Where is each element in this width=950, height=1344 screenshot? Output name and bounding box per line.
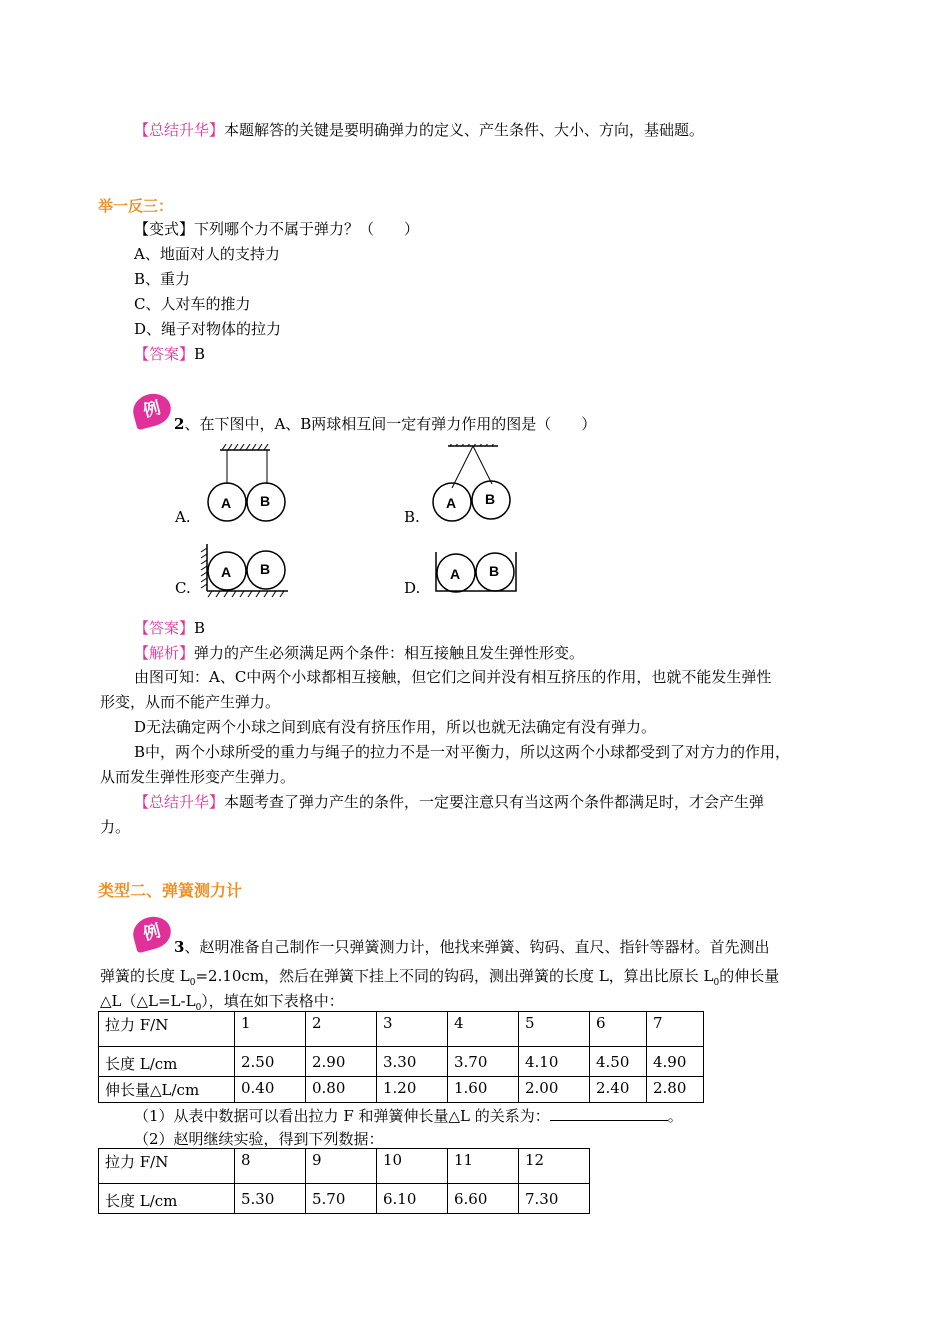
figure-label-c: C. <box>175 579 191 597</box>
summary-line <box>134 118 894 143</box>
table-cell: 4.10 <box>519 1047 590 1077</box>
table-cell: 4 <box>448 1012 519 1047</box>
variant-line <box>134 217 894 242</box>
table-cell: 6 <box>590 1012 647 1047</box>
practice-answer-line <box>134 342 894 367</box>
intro-text: ），填在如下表格中： <box>201 992 344 1010</box>
question-2: （2）赵明继续实验，得到下列数据： <box>134 1130 384 1148</box>
ball-a-label: A <box>221 495 232 511</box>
option-b: B、重力 <box>134 270 191 288</box>
figure-b <box>433 444 510 521</box>
table-cell: 8 <box>235 1149 306 1184</box>
subscript: 0 <box>195 1003 202 1013</box>
table-cell: 12 <box>519 1149 590 1184</box>
table-cell: 7.30 <box>519 1184 590 1214</box>
row-label: 伸长量△L/cm <box>99 1077 235 1103</box>
example3-number: 3 <box>174 938 185 956</box>
example-badge: 例 <box>130 913 175 954</box>
figure-label-a: A. <box>175 508 191 526</box>
answer-tag: 【答案】 <box>134 345 195 363</box>
question-text: （1）从表中数据可以看出拉力 F 和弹簧伸长量△L 的关系为： <box>134 1107 550 1125</box>
answer-value: B <box>194 345 206 363</box>
ball-a-label: A <box>446 495 457 511</box>
table-cell: 10 <box>377 1149 448 1184</box>
answer-blank[interactable] <box>550 1106 668 1121</box>
ball-a-label: A <box>450 566 461 582</box>
table-cell: 2.90 <box>306 1047 377 1077</box>
paragraph: 形变，从而不能产生弹力。 <box>100 693 281 711</box>
ball-b-label: B <box>485 491 496 507</box>
example2-answer-line <box>134 616 894 641</box>
example-badge: 例 <box>130 390 175 431</box>
question-text: 。 <box>667 1107 683 1125</box>
table-cell: 6.60 <box>448 1184 519 1214</box>
table-cell: 3 <box>377 1012 448 1047</box>
figure-c <box>201 544 288 597</box>
paragraph: B中，两个小球所受的重力与绳子的拉力不是一对平衡力，所以这两个小球都受到了对方力的作用， <box>134 743 791 761</box>
row-label: 拉力 F/N <box>99 1149 235 1184</box>
table-cell: 2.80 <box>647 1077 704 1103</box>
variant-tag: 【变式】 <box>134 220 195 238</box>
paragraph: 力。 <box>100 818 131 836</box>
ball-b-label: B <box>260 561 271 577</box>
table-cell: 9 <box>306 1149 377 1184</box>
figure-label-b: B. <box>404 508 420 526</box>
table-cell: 3.30 <box>377 1047 448 1077</box>
data-table-2 <box>98 1148 590 1214</box>
analysis-tag: 【解析】 <box>134 644 195 662</box>
table-row <box>99 1012 704 1047</box>
example2-number: 2 <box>174 415 185 433</box>
example2-question <box>174 412 934 437</box>
option-d: D、绳子对物体的拉力 <box>134 320 282 338</box>
table-cell: 2 <box>306 1012 377 1047</box>
ball-b-label: B <box>489 563 500 579</box>
paragraph: 从而发生弹性形变产生弹力。 <box>100 768 296 786</box>
table-cell: 0.40 <box>235 1077 306 1103</box>
intro-text: =2.10cm，然后在弹簧下挂上不同的钩码，测出弹簧的长度 L，算出比原长 L <box>195 967 714 985</box>
summary-line <box>134 790 894 815</box>
subscript: 0 <box>713 978 720 988</box>
summary-text: 本题解答的关键是要明确弹力的定义、产生条件、大小、方向，基础题。 <box>224 121 705 139</box>
table-cell: 1.20 <box>377 1077 448 1103</box>
table-cell: 0.80 <box>306 1077 377 1103</box>
summary-tag: 【总结升华】 <box>134 793 225 811</box>
table-cell: 2.50 <box>235 1047 306 1077</box>
example3-intro-text: 、赵明准备自己制作一只弹簧测力计，他找来弹簧、钩码、直尺、指针等器材。首先测出 <box>184 938 770 956</box>
table-cell: 5 <box>519 1012 590 1047</box>
figures-svg <box>170 444 570 604</box>
paragraph: D无法确定两个小球之间到底有没有挤压作用，所以也就无法确定有没有弹力。 <box>134 718 657 736</box>
figure-a <box>208 444 285 521</box>
table-cell: 4.90 <box>647 1047 704 1077</box>
summary-tag: 【总结升华】 <box>134 121 225 139</box>
table-cell: 4.50 <box>590 1047 647 1077</box>
option-c: C、人对车的推力 <box>134 295 251 313</box>
figure-label-d: D. <box>404 579 421 597</box>
example2-question-text: 、在下图中，A、B两球相互间一定有弹力作用的图是（ ） <box>184 415 597 433</box>
section-heading: 类型二、弹簧测力计 <box>98 881 243 900</box>
row-label: 拉力 F/N <box>99 1012 235 1047</box>
intro-text: 弹簧的长度 L <box>100 967 190 985</box>
subscript: 0 <box>189 978 196 988</box>
table-cell: 5.30 <box>235 1184 306 1214</box>
table-row <box>99 1149 590 1184</box>
intro-text: △L（△L=L-L <box>100 992 196 1010</box>
table-cell: 6.10 <box>377 1184 448 1214</box>
table-row <box>99 1047 704 1077</box>
table-row <box>99 1077 704 1103</box>
answer-value: B <box>194 619 206 637</box>
table-cell: 3.70 <box>448 1047 519 1077</box>
example3-intro-1 <box>174 935 934 960</box>
ball-b-label: B <box>260 493 271 509</box>
table-cell: 2.40 <box>590 1077 647 1103</box>
table-cell: 7 <box>647 1012 704 1047</box>
table-cell: 1 <box>235 1012 306 1047</box>
row-label: 长度 L/cm <box>99 1184 235 1214</box>
analysis-line <box>134 641 894 666</box>
question-1 <box>134 1104 894 1129</box>
table-row <box>99 1184 590 1214</box>
practice-heading: 举一反三： <box>98 197 174 215</box>
table-cell: 5.70 <box>306 1184 377 1214</box>
intro-text: 的伸长量 <box>719 967 780 985</box>
analysis-text: 弹力的产生必须满足两个条件：相互接触且发生弹性形变。 <box>194 644 585 662</box>
answer-tag: 【答案】 <box>134 619 195 637</box>
figure-d <box>436 552 516 592</box>
variant-question: 下列哪个力不属于弹力？（ ） <box>194 220 420 238</box>
paragraph: 由图可知：A、C中两个小球都相互接触，但它们之间并没有相互挤压的作用，也就不能发生弹性 <box>134 668 772 686</box>
table-cell: 2.00 <box>519 1077 590 1103</box>
row-label: 长度 L/cm <box>99 1047 235 1077</box>
option-a: A、地面对人的支持力 <box>134 245 280 263</box>
table-cell: 11 <box>448 1149 519 1184</box>
table-cell: 1.60 <box>448 1077 519 1103</box>
summary-text: 本题考查了弹力产生的条件，一定要注意只有当这两个条件都满足时，才会产生弹 <box>224 793 765 811</box>
data-table-1 <box>98 1011 704 1103</box>
ball-a-label: A <box>221 564 232 580</box>
